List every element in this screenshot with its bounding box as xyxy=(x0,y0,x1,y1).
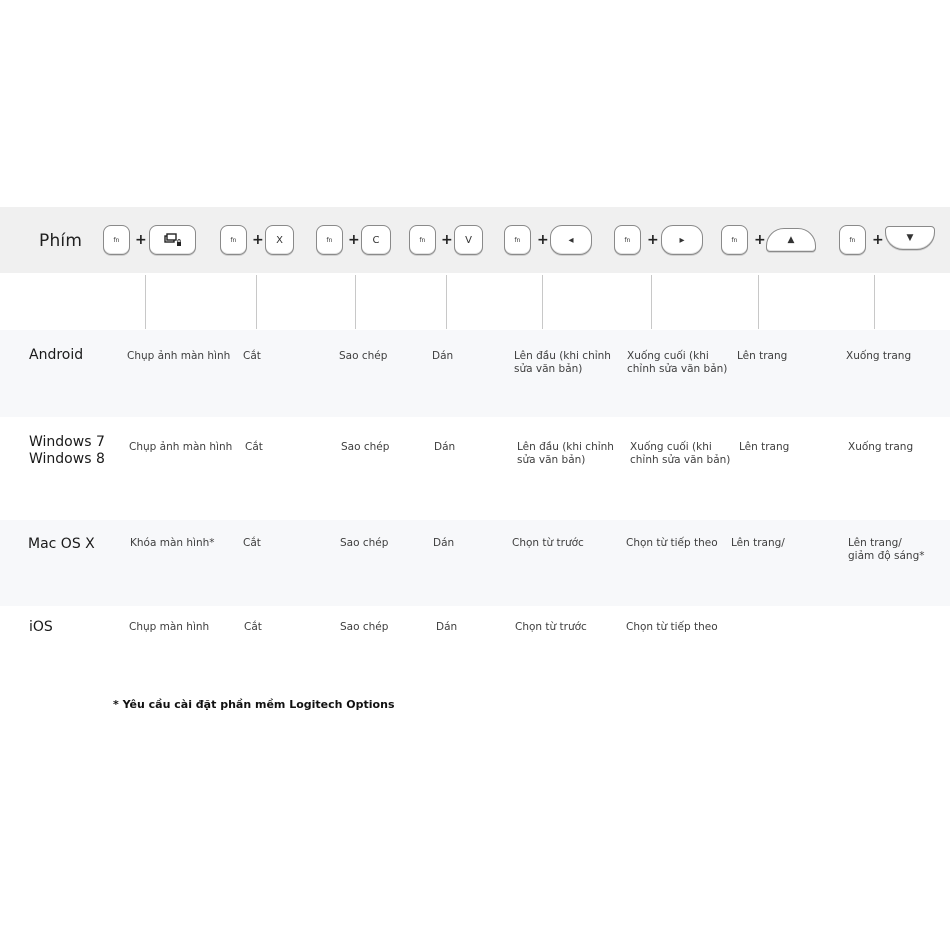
table-cell: Chọn từ tiếp theo xyxy=(626,621,718,633)
plus-sign: + xyxy=(441,232,453,248)
table-cell: Sao chép xyxy=(341,441,390,453)
table-cell: Chụp ảnh màn hình xyxy=(127,350,231,362)
fn-key: fn xyxy=(220,225,247,255)
column-divider xyxy=(256,275,257,329)
column-divider xyxy=(874,275,875,329)
table-cell: Khóa màn hình* xyxy=(130,537,215,549)
screenshot-icon xyxy=(163,233,183,247)
column-divider xyxy=(446,275,447,329)
combo-v xyxy=(409,225,487,257)
combo-right xyxy=(614,225,706,257)
table-cell: Chụp màn hình xyxy=(129,621,210,633)
table-cell: Lên trang/ xyxy=(731,537,785,549)
table-cell: Dán xyxy=(432,350,454,362)
table-row-android xyxy=(0,330,950,417)
table-cell: Cắt xyxy=(243,537,261,549)
table-cell: Xuống cuối (khi chỉnh sửa văn bản) xyxy=(627,350,728,375)
plus-sign: + xyxy=(754,232,766,248)
table-cell: Sao chép xyxy=(340,537,389,549)
table-cell: Lên trang xyxy=(737,350,788,362)
v-key: V xyxy=(454,225,483,255)
fn-key: fn xyxy=(409,225,436,255)
table-cell: Chọn từ trước xyxy=(512,537,584,549)
table-cell: Chọn từ tiếp theo xyxy=(626,537,718,549)
combo-left xyxy=(504,225,596,257)
column-divider xyxy=(145,275,146,329)
table-cell: Sao chép xyxy=(340,621,389,633)
table-cell: Sao chép xyxy=(339,350,388,362)
os-label: Mac OS X xyxy=(28,536,95,552)
table-cell: Lên trang xyxy=(739,441,790,453)
arrow-left-key xyxy=(550,225,592,255)
table-row-macos xyxy=(0,520,950,606)
table-cell: Cắt xyxy=(243,350,261,362)
table-cell: Dán xyxy=(434,441,456,453)
table-cell: Cắt xyxy=(244,621,262,633)
keys-title: Phím xyxy=(39,231,83,251)
combo-x xyxy=(220,225,295,257)
plus-sign: + xyxy=(872,232,884,248)
os-label: iOS xyxy=(29,619,53,635)
arrow-left-icon: ◂ xyxy=(568,234,574,246)
fn-key: fn xyxy=(721,225,748,255)
table-cell: Lên đầu (khi chỉnh sửa văn bản) xyxy=(517,441,614,466)
fn-key: fn xyxy=(614,225,641,255)
column-divider xyxy=(355,275,356,329)
x-key: X xyxy=(265,225,294,255)
combo-c xyxy=(316,225,394,257)
table-cell: Dán xyxy=(433,537,455,549)
arrow-up-key xyxy=(766,228,816,252)
table-row-windows xyxy=(0,417,950,520)
screenshot-key xyxy=(149,225,196,255)
arrow-down-icon: ▼ xyxy=(906,233,914,243)
table-cell: Lên trang/ giảm độ sáng* xyxy=(848,537,925,562)
fn-key: fn xyxy=(839,225,866,255)
fn-key: fn xyxy=(316,225,343,255)
column-divider xyxy=(758,275,759,329)
plus-sign: + xyxy=(348,232,360,248)
table-cell: Xuống trang xyxy=(848,441,914,453)
table-cell: Dán xyxy=(436,621,458,633)
table-row-ios xyxy=(0,606,950,666)
table-cell: Chụp ảnh màn hình xyxy=(129,441,233,453)
arrow-up-icon: ▲ xyxy=(787,235,795,245)
combo-down xyxy=(839,225,939,257)
plus-sign: + xyxy=(135,232,147,248)
table-cell: Chọn từ trước xyxy=(515,621,587,633)
table-cell: Xuống trang xyxy=(846,350,912,362)
combo-up xyxy=(721,225,819,257)
plus-sign: + xyxy=(252,232,264,248)
fn-key: fn xyxy=(504,225,531,255)
table-cell: Xuống cuối (khi chỉnh sửa văn bản) xyxy=(630,441,731,466)
column-divider xyxy=(542,275,543,329)
arrow-down-key xyxy=(885,226,935,250)
combo-screenshot xyxy=(103,225,198,257)
c-key: C xyxy=(361,225,391,255)
os-label: Windows 7 Windows 8 xyxy=(29,434,105,467)
plus-sign: + xyxy=(537,232,549,248)
arrow-right-key xyxy=(661,225,703,255)
os-label: Android xyxy=(29,347,84,363)
fn-key: fn xyxy=(103,225,130,255)
footnote: * Yêu cầu cài đặt phần mềm Logitech Options xyxy=(113,698,395,711)
column-divider xyxy=(651,275,652,329)
plus-sign: + xyxy=(647,232,659,248)
arrow-right-icon: ▸ xyxy=(679,234,685,246)
table-cell: Lên đầu (khi chỉnh sửa văn bản) xyxy=(514,350,611,375)
table-cell: Cắt xyxy=(245,441,263,453)
